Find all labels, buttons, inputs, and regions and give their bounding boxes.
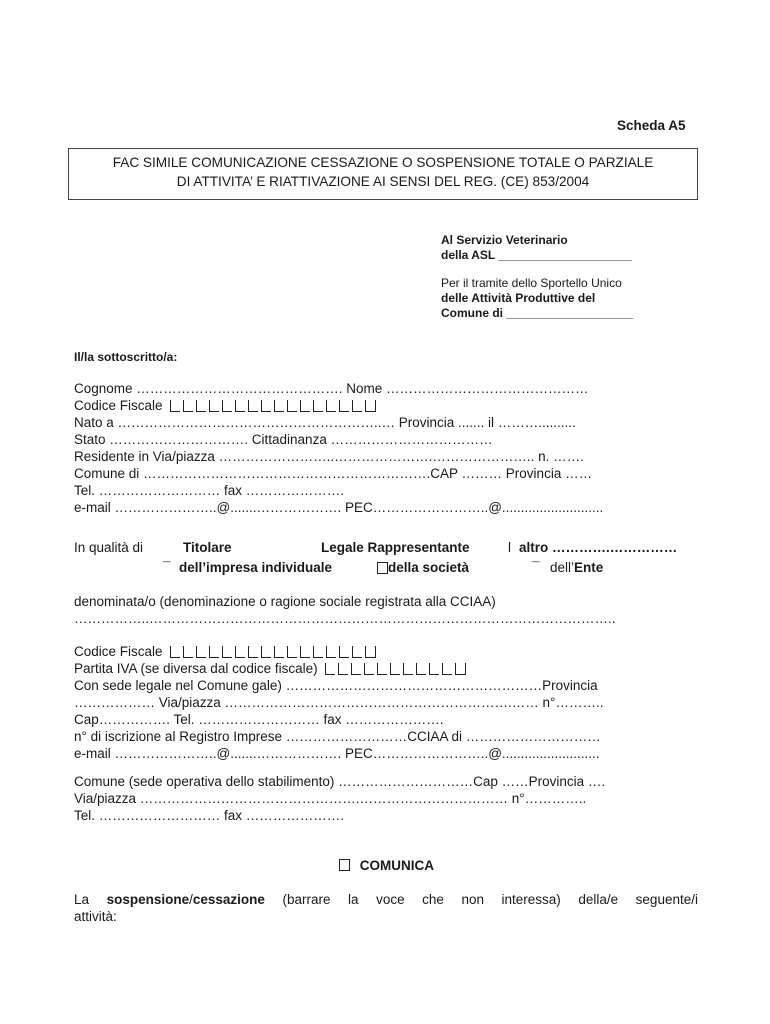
operativa-tel-field[interactable]: Tel. ……………………… fax …………………. bbox=[74, 808, 345, 823]
operativa-via-field[interactable]: Via/piazza ………………………………………….…………………………… n°………….. bbox=[74, 791, 587, 806]
codice-fiscale-label: Codice Fiscale bbox=[74, 398, 163, 413]
titolare-option[interactable]: Titolare bbox=[183, 540, 232, 555]
servizio-veterinario: Al Servizio Veterinario bbox=[441, 233, 568, 247]
title-line-2: DI ATTIVITA’ E RIATTIVAZIONE AI SENSI DEL REG. (CE) 853/2004 bbox=[176, 174, 590, 189]
comune-field[interactable]: Comune di ……………………………………………………….CAP ……… Provincia …… bbox=[74, 466, 593, 481]
attivita-line: delle Attività Produttive del bbox=[441, 291, 596, 305]
comune-line: Comune di ___________________ bbox=[441, 306, 634, 320]
cognome-field[interactable]: Cognome ………………………………………. Nome ……………………………………… bbox=[74, 381, 589, 396]
email-field[interactable]: e-mail …………………..@.......………………. PEC……………………..@........................... bbox=[74, 500, 604, 515]
partita-iva-label: Partita IVA (se diversa dal codice fiscale) bbox=[74, 661, 318, 676]
societa-checkbox[interactable] bbox=[377, 562, 388, 574]
sheet-label: Scheda A5 bbox=[617, 118, 686, 133]
societa-option[interactable]: della società bbox=[388, 560, 470, 575]
impresa-checkbox[interactable]: ¯ bbox=[163, 560, 171, 575]
impresa-codice-fiscale-label: Codice Fiscale bbox=[74, 644, 163, 659]
closing-line-1 bbox=[74, 891, 698, 908]
sede-operativa-field[interactable]: Comune (sede operativa dello stabilimento) …………………………Cap ……Provincia …. bbox=[74, 774, 606, 789]
ente-checkbox[interactable]: ¯ bbox=[532, 560, 540, 575]
impresa-option[interactable]: dell’impresa individuale bbox=[179, 560, 333, 575]
title-line-1: FAC SIMILE COMUNICAZIONE CESSAZIONE O SOSPENSIONE TOTALE O PARZIALE bbox=[112, 155, 654, 170]
comunica-row bbox=[339, 858, 434, 873]
altro-checkbox[interactable]: l bbox=[508, 540, 511, 555]
ente-label: Ente bbox=[574, 560, 604, 575]
sospensione-label: sospensione/cessazione bbox=[106, 892, 265, 907]
nato-field[interactable]: Nato a …………………………………………………..… Provincia ....... il ……….......... bbox=[74, 415, 576, 430]
residente-field[interactable]: Residente in Via/piazza ……………………..………………….………………….. n. ……. bbox=[74, 449, 584, 464]
denominata-field[interactable]: ……………..………………………………………………………………………………………….. bbox=[74, 611, 616, 626]
sede-cap-field[interactable]: Cap……………. Tel. ……………………… fax …………………. bbox=[74, 712, 444, 727]
closing-line-2: attività: bbox=[74, 909, 117, 924]
stato-field[interactable]: Stato …………………………. Cittadinanza ……………………………… bbox=[74, 432, 493, 447]
ente-option[interactable] bbox=[550, 559, 603, 576]
impresa-email-field[interactable]: e-mail …………………..@.......………………. PEC……………………..@.......................... bbox=[74, 746, 600, 761]
sottoscritto-label: Il/la sottoscritto/a: bbox=[74, 350, 178, 364]
qualita-row-1 bbox=[74, 539, 678, 556]
sede-via-field[interactable]: ……………… Via/piazza ……………………………………………………….…… n°……….. bbox=[74, 695, 604, 710]
tramite-line: Per il tramite dello Sportello Unico bbox=[441, 276, 622, 290]
sede-legale-field[interactable]: Con sede legale nel Comune gale) …………………………………………………Provincia bbox=[74, 678, 598, 693]
title-box bbox=[68, 148, 698, 200]
registro-imprese-field[interactable]: n° di iscrizione al Registro Imprese ………………………CCIAA di ………………………… bbox=[74, 729, 601, 744]
tel-field[interactable]: Tel. ……………………… fax …………………. bbox=[74, 483, 345, 498]
denominata-label: denominata/o (denominazione o ragione sociale registrata alla CCIAA) bbox=[74, 594, 496, 609]
qualita-label: In qualità di bbox=[74, 540, 144, 555]
recipient-address bbox=[441, 233, 633, 321]
comunica-checkbox[interactable] bbox=[339, 859, 350, 871]
closing-rest: (barrare la voce che non interessa) della/e seguente/i bbox=[282, 892, 698, 907]
altro-option[interactable]: altro ………….…………… bbox=[519, 540, 678, 555]
ente-prefix: dell’ bbox=[550, 560, 575, 575]
asl-line: della ASL ____________________ bbox=[441, 248, 632, 262]
legale-option[interactable]: Legale Rappresentante bbox=[321, 540, 470, 555]
comunica-label: COMUNICA bbox=[359, 858, 435, 873]
closing-prefix: La bbox=[74, 892, 90, 907]
